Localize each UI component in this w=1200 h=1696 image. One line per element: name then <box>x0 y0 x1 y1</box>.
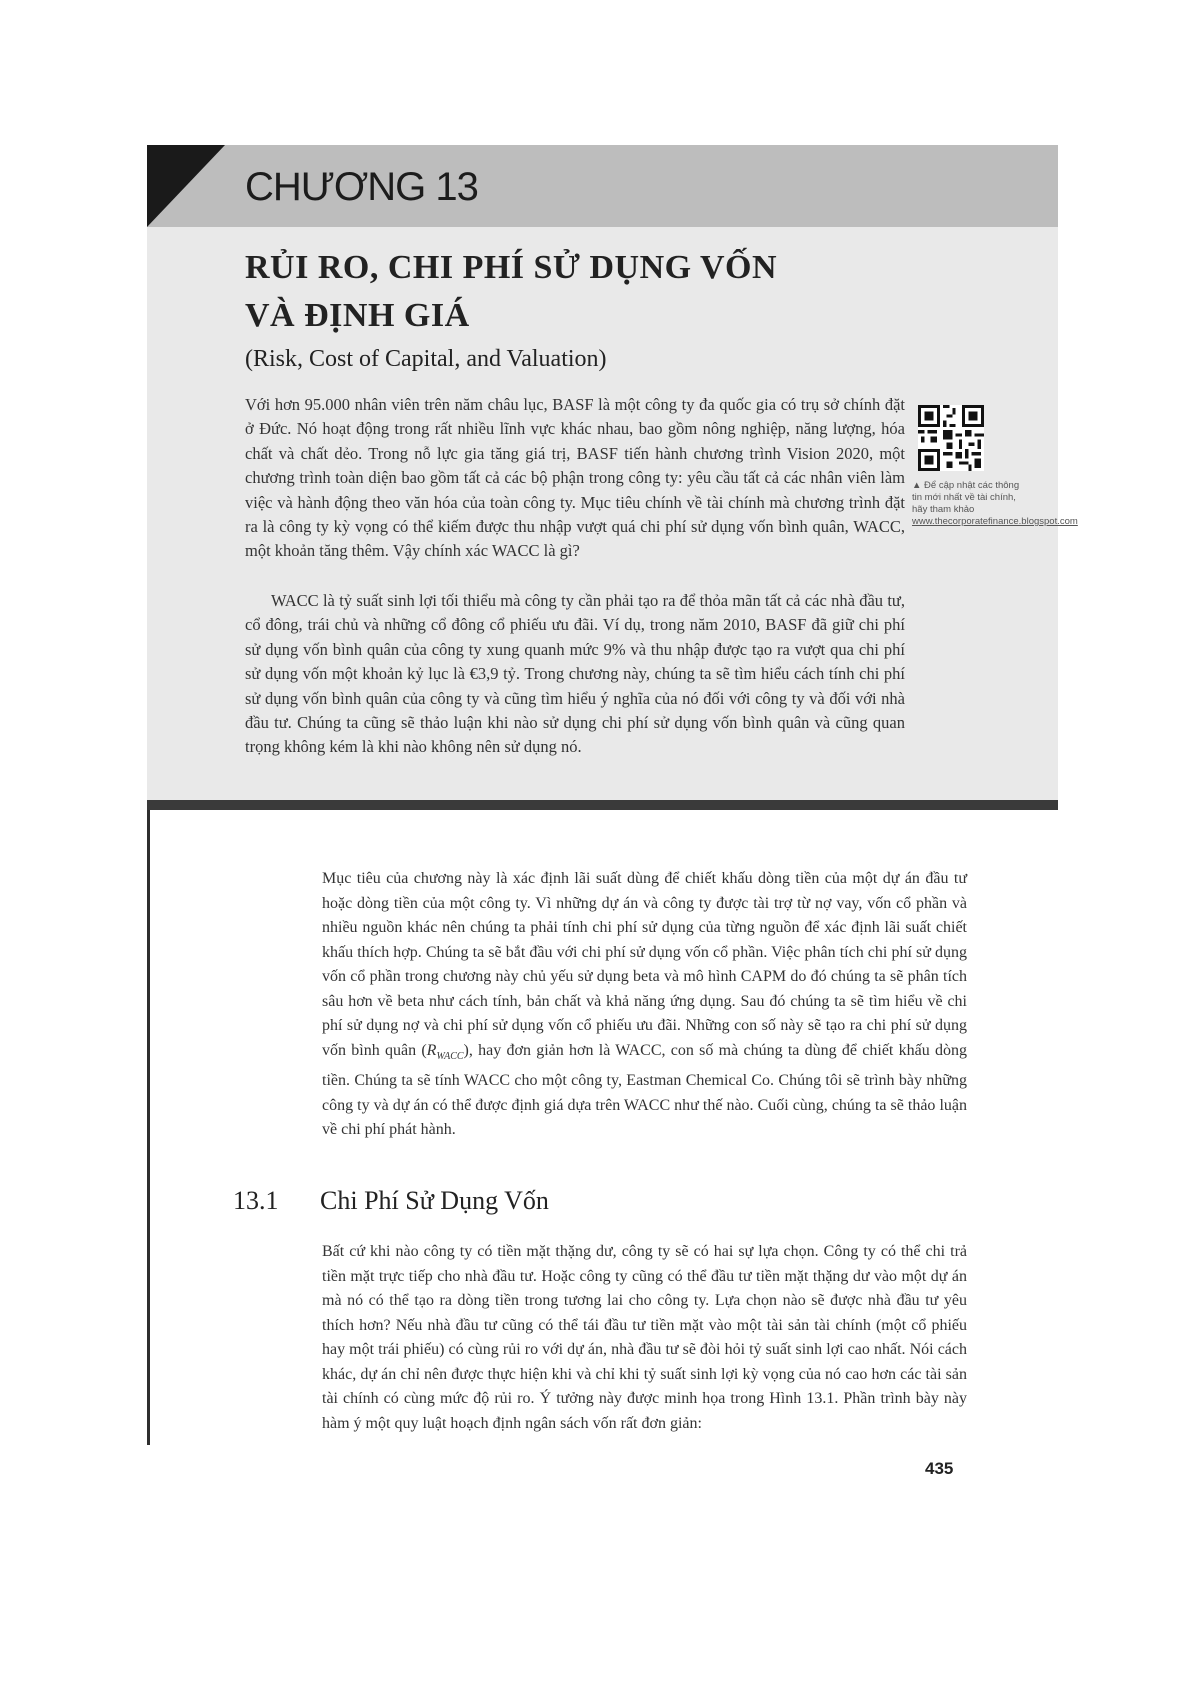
title-panel-bottom-rule <box>147 800 1058 810</box>
wacc-subscript: WACC <box>436 1050 464 1062</box>
chapter-title-line-2: VÀ ĐỊNH GIÁ <box>245 297 470 334</box>
qr-note-url[interactable]: www.thecorporatefinance.blogspot.com <box>912 516 1078 527</box>
qr-note-text: Để cập nhật các thông tin mới nhất về tài chính, hãy tham khảo <box>912 480 1020 515</box>
chapter-label: CHƯƠNG 13 <box>245 165 478 209</box>
section-title: Chi Phí Sử Dụng Vốn <box>320 1186 549 1215</box>
wacc-symbol: $R_{WACC}$ <box>426 1041 464 1062</box>
page-number: 435 <box>925 1459 954 1478</box>
body-paragraph-2: Bất cứ khi nào công ty có tiền mặt thặng dư, công ty sẽ có hai sự lựa chọn. Công ty có thể chi trả tiền mặt trực tiếp cho nhà đầu tư. Hoặc công ty cũng có thể đầu tư tiền mặt thặng dư vào một dự án mà nó có thể tạo ra dòng tiền trong tương lai cho công ty. Lựa chọn nào sẽ được nhà đầu tư yêu thích hơn? Nếu nhà đầu tư cũng có thể tái đầu tư tiền mặt vào một tài sản tài chính (một cổ phiếu hay một trái phiếu) có cùng rủi ro với dự án, nhà đầu tư sẽ đòi hỏi tỷ suất sinh lợi cao nhất. Nói cách khác, dự án chỉ nên được thực hiện khi và chỉ khi tỷ suất sinh lợi kỳ vọng của nó cao hơn các tài sản tài chính có cùng mức độ rủi ro. Ý tưởng này được minh họa trong Hình 13.1. Phần trình bày này hàm ý một quy luật hoạch định ngân sách vốn rất đơn giản: <box>322 1243 967 1432</box>
body-paragraph-1-end: ), hay đơn giản hơn là WACC, con số mà chúng ta dùng để chiết khấu dòng tiền. Chúng ta sẽ tính WACC cho một công ty, Eastman Chemical Co. Chúng tôi sẽ trình bày những công ty và dự án có thể được định giá dựa trên WACC như thế nào. Cuối cùng, chúng ta sẽ thảo luận về chi phí phát hành. <box>322 1041 967 1139</box>
section-number: 13.1 <box>233 1186 279 1215</box>
chapter-title <box>245 244 885 340</box>
chapter-title-line-1: RỦI RO, CHI PHÍ SỬ DỤNG VỐN <box>245 249 778 286</box>
chapter-header-triangle <box>147 145 225 227</box>
triangle-pointer-icon: ▲ <box>912 480 922 491</box>
chapter-subtitle: (Risk, Cost of Capital, and Valuation) <box>245 346 607 372</box>
intro-paragraph-1: Với hơn 95.000 nhân viên trên năm châu lục, BASF là một công ty đa quốc gia có trụ sở chính đặt ở Đức. Nó hoạt động trong rất nhiều lĩnh vực khác nhau, bao gồm nông nghiệp, năng lượng, hóa chất và chất dẻo. Trong nỗ lực gia tăng giá trị, BASF tiến hành chương trình Vision 2020, một chương trình toàn diện bao gồm tất cả các bộ phận trong công ty: yêu cầu tất cả các nhân viên làm việc và hành động theo văn hóa của toàn công ty. Mục tiêu chính về tài chính mà chương trình đặt ra là công ty kỳ vọng có thể kiếm được thu nhập vượt quá chi phí sử dụng vốn bình quân, WACC, một khoản tăng thêm. Vậy chính xác WACC là gì? <box>245 395 905 561</box>
intro-paragraph-2: WACC là tỷ suất sinh lợi tối thiểu mà công ty cần phải tạo ra để thỏa mãn tất cả các nhà đầu tư, cổ đông, trái chủ và những cổ đông cổ phiếu ưu đãi. Ví dụ, trong năm 2010, BASF đã giữ chi phí sử dụng vốn bình quân của công ty xung quanh mức 9% và thu nhập được tạo ra vượt qua chi phí sử dụng vốn một khoản kỷ lục là €3,9 tỷ. Trong chương này, chúng ta sẽ tìm hiểu cách tính chi phí sử dụng vốn bình quân của công ty và cũng tìm hiểu ý nghĩa của nó đối với công ty và đối với nhà đầu tư. Chúng ta cũng sẽ thảo luận khi nào sử dụng chi phí sử dụng vốn bình quân và cũng quan trọng không kém là khi nào không nên sử dụng nó. <box>245 591 905 757</box>
body-paragraph-1 <box>322 867 967 1143</box>
qr-code-icon <box>918 405 984 471</box>
qr-update-note <box>912 480 1078 528</box>
body-paragraph-1-start: Mục tiêu của chương này là xác định lãi suất dùng để chiết khấu dòng tiền của một dự án đầu tư hoặc dòng tiền của một công ty. Vì những dự án và công ty được tài trợ từ nợ vay, vốn cổ phần và nhiều nguồn khác nên chúng ta phải tính chi phí sử dụng của từng nguồn để xác định lãi suất chiết khấu thích hợp. Chúng ta sẽ bắt đầu với chi phí sử dụng vốn cổ phần. Việc phân tích chi phí sử dụng vốn cổ phần trong chương này chủ yếu sử dụng beta và mô hình CAPM do đó chúng ta sẽ phân tích sâu hơn về beta như cách tính, bản chất và khả năng ứng dụng. Sau đó chúng ta sẽ tìm hiểu về chi phí sử dụng nợ và chi phí sử dụng vốn cổ phiếu ưu đãi. Những con số này sẽ tạo ra chi phí sử dụng vốn bình quân ( <box>322 870 967 1059</box>
